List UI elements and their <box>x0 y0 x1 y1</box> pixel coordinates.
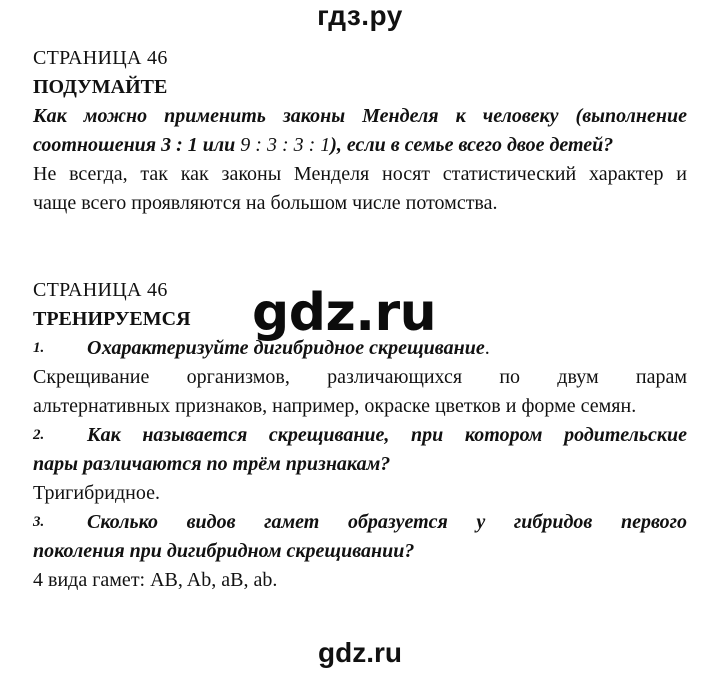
answer-line: Не всегда, так как законы Менделя носят статистический характер и <box>33 163 687 185</box>
question-item <box>33 508 687 537</box>
question-lead: Охарактеризуйте дигибридное скрещивание <box>87 337 485 359</box>
question-number: 3. <box>33 514 45 530</box>
page-label: СТРАНИЦА 46 <box>33 47 168 69</box>
question-number: 2. <box>33 427 45 443</box>
question-number: 1. <box>33 340 45 356</box>
ratio-text: 9 : 3 : 3 : 1 <box>240 134 331 156</box>
question-line <box>33 131 687 160</box>
question-tail: . <box>484 337 490 359</box>
top-watermark: гдз.ру <box>317 0 403 31</box>
section-heading: ПОДУМАЙТЕ <box>33 76 168 98</box>
answer-line: чаще всего проявляются на большом числе потомства. <box>33 192 498 214</box>
answer-line: Тригибридное. <box>33 482 160 504</box>
section-think <box>33 44 687 218</box>
answer-line: 4 вида гамет: AB, Ab, aB, ab. <box>33 569 278 591</box>
question-line: поколения при дигибридном скрещивании? <box>33 540 415 562</box>
question-line: пары различаются по трём признакам? <box>33 453 391 475</box>
answer-line: Скрещивание организмов, различающихся по двум парам <box>33 366 687 388</box>
question-item <box>33 421 687 450</box>
bottom-watermark: gdz.ru <box>318 637 402 668</box>
question-text: ), если в семье всего двое детей? <box>330 134 614 156</box>
question-line: Как можно применить законы Менделя к человеку (выполнение <box>33 105 687 127</box>
page-label: СТРАНИЦА 46 <box>33 279 168 301</box>
question-text: Как называется скрещивание, при котором родительские <box>87 424 687 446</box>
question-text: Сколько видов гамет образуется у гибридов первого <box>87 511 687 533</box>
question-text: соотношения 3 : 1 или <box>33 134 241 156</box>
answer-line: альтернативных признаков, например, окраске цветков и форме семян. <box>33 395 637 417</box>
middle-watermark: gdz.ru <box>252 283 437 343</box>
section-heading: ТРЕНИРУЕМСЯ <box>33 308 191 330</box>
